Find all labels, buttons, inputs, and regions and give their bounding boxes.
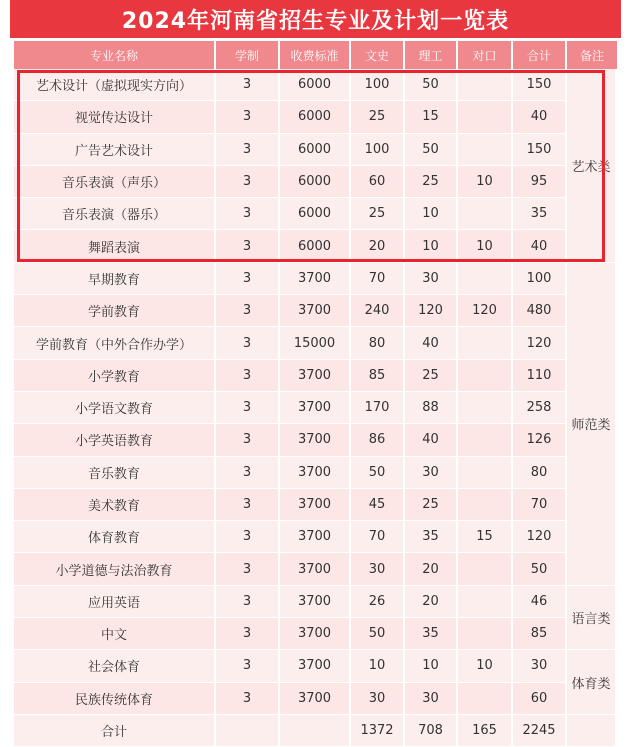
science-count-cell: 50 — [405, 69, 458, 101]
duration-cell: 3 — [216, 263, 280, 295]
major-name-cell: 学前教育 — [14, 295, 216, 327]
col-duration-header: 学制 — [216, 41, 280, 69]
category-remark-cell: 艺术类 — [567, 69, 617, 263]
major-name-cell: 小学教育 — [14, 360, 216, 392]
col-science-header: 理工 — [405, 41, 458, 69]
total-value-cell: 2245 — [513, 715, 567, 747]
col-major-name-header: 专业名称 — [14, 41, 216, 69]
total-value-cell: 165 — [458, 715, 513, 747]
vocational-count-cell — [458, 101, 513, 133]
arts-count-cell: 26 — [351, 586, 405, 618]
table-row — [14, 650, 617, 682]
total-cell: 150 — [513, 69, 567, 101]
vocational-count-cell — [458, 263, 513, 295]
table-row — [14, 134, 617, 166]
arts-count-cell: 30 — [351, 553, 405, 585]
tuition-cell: 3700 — [280, 457, 351, 489]
duration-cell: 3 — [216, 230, 280, 262]
total-cell: 60 — [513, 683, 567, 715]
arts-count-cell: 80 — [351, 327, 405, 359]
tuition-cell: 6000 — [280, 166, 351, 198]
vocational-count-cell: 10 — [458, 650, 513, 682]
major-name-cell: 小学语文教育 — [14, 392, 216, 424]
science-count-cell: 88 — [405, 392, 458, 424]
science-count-cell: 10 — [405, 198, 458, 230]
table-row — [14, 457, 617, 489]
major-name-cell: 视觉传达设计 — [14, 101, 216, 133]
arts-count-cell: 85 — [351, 360, 405, 392]
total-value-cell: 708 — [405, 715, 458, 747]
vocational-count-cell: 15 — [458, 521, 513, 553]
science-count-cell: 25 — [405, 489, 458, 521]
vocational-count-cell: 120 — [458, 295, 513, 327]
duration-cell: 3 — [216, 457, 280, 489]
category-remark-cell: 体育类 — [567, 650, 617, 715]
major-name-cell: 音乐表演（声乐） — [14, 166, 216, 198]
major-name-cell: 广告艺术设计 — [14, 134, 216, 166]
science-count-cell: 50 — [405, 134, 458, 166]
duration-cell: 3 — [216, 69, 280, 101]
duration-cell: 3 — [216, 521, 280, 553]
total-cell: 46 — [513, 586, 567, 618]
arts-count-cell: 25 — [351, 198, 405, 230]
arts-count-cell: 30 — [351, 683, 405, 715]
arts-count-cell: 170 — [351, 392, 405, 424]
major-name-cell: 应用英语 — [14, 586, 216, 618]
duration-cell: 3 — [216, 295, 280, 327]
total-cell: 70 — [513, 489, 567, 521]
major-name-cell: 中文 — [14, 618, 216, 650]
col-arts-header: 文史 — [351, 41, 405, 69]
duration-cell: 3 — [216, 166, 280, 198]
tuition-cell: 3700 — [280, 553, 351, 585]
major-name-cell: 小学英语教育 — [14, 424, 216, 456]
table-row — [14, 392, 617, 424]
science-count-cell: 20 — [405, 586, 458, 618]
duration-cell: 3 — [216, 134, 280, 166]
science-count-cell: 10 — [405, 230, 458, 262]
table-row — [14, 489, 617, 521]
tuition-cell: 3700 — [280, 618, 351, 650]
total-cell: 126 — [513, 424, 567, 456]
col-remarks-header: 备注 — [567, 41, 617, 69]
category-remark-cell: 师范类 — [567, 263, 617, 586]
major-name-cell: 音乐教育 — [14, 457, 216, 489]
tuition-cell: 6000 — [280, 198, 351, 230]
total-cell: 120 — [513, 521, 567, 553]
table-header-row — [14, 41, 617, 69]
science-count-cell: 30 — [405, 263, 458, 295]
vocational-count-cell — [458, 618, 513, 650]
table-row — [14, 230, 617, 262]
table-row — [14, 69, 617, 101]
table-row — [14, 586, 617, 618]
total-cell: 95 — [513, 166, 567, 198]
duration-cell: 3 — [216, 101, 280, 133]
total-cell: 35 — [513, 198, 567, 230]
col-tuition-header: 收费标准 — [280, 41, 351, 69]
vocational-count-cell — [458, 586, 513, 618]
duration-cell: 3 — [216, 683, 280, 715]
science-count-cell: 20 — [405, 553, 458, 585]
science-count-cell: 10 — [405, 650, 458, 682]
duration-cell: 3 — [216, 553, 280, 585]
science-count-cell: 35 — [405, 521, 458, 553]
duration-cell: 3 — [216, 327, 280, 359]
arts-count-cell: 70 — [351, 521, 405, 553]
major-name-cell: 民族传统体育 — [14, 683, 216, 715]
category-remark-cell: 语言类 — [567, 586, 617, 651]
table-row — [14, 618, 617, 650]
total-cell: 110 — [513, 360, 567, 392]
vocational-count-cell — [458, 134, 513, 166]
major-name-cell: 学前教育（中外合作办学） — [14, 327, 216, 359]
tuition-cell: 15000 — [280, 327, 351, 359]
arts-count-cell: 50 — [351, 457, 405, 489]
total-cell: 40 — [513, 101, 567, 133]
vocational-count-cell — [458, 327, 513, 359]
science-count-cell: 40 — [405, 424, 458, 456]
table-row — [14, 360, 617, 392]
vocational-count-cell — [458, 360, 513, 392]
major-name-cell: 音乐表演（器乐） — [14, 198, 216, 230]
tuition-cell: 3700 — [280, 521, 351, 553]
total-cell: 40 — [513, 230, 567, 262]
science-count-cell: 40 — [405, 327, 458, 359]
total-value-cell — [280, 715, 351, 747]
tuition-cell: 3700 — [280, 263, 351, 295]
duration-cell: 3 — [216, 618, 280, 650]
tuition-cell: 3700 — [280, 424, 351, 456]
total-cell: 85 — [513, 618, 567, 650]
total-cell: 480 — [513, 295, 567, 327]
total-value-cell: 1372 — [351, 715, 405, 747]
tuition-cell: 3700 — [280, 586, 351, 618]
duration-cell: 3 — [216, 392, 280, 424]
duration-cell: 3 — [216, 586, 280, 618]
page-title: 2024年河南省招生专业及计划一览表 — [10, 0, 621, 38]
enrollment-plan-table — [14, 41, 617, 747]
vocational-count-cell: 10 — [458, 230, 513, 262]
tuition-cell: 3700 — [280, 489, 351, 521]
duration-cell: 3 — [216, 650, 280, 682]
tuition-cell: 3700 — [280, 295, 351, 327]
duration-cell: 3 — [216, 198, 280, 230]
tuition-cell: 3700 — [280, 683, 351, 715]
science-count-cell: 30 — [405, 683, 458, 715]
major-name-cell: 艺术设计（虚拟现实方向） — [14, 69, 216, 101]
total-cell: 150 — [513, 134, 567, 166]
science-count-cell: 30 — [405, 457, 458, 489]
arts-count-cell: 25 — [351, 101, 405, 133]
table-row — [14, 101, 617, 133]
tuition-cell: 3700 — [280, 650, 351, 682]
tuition-cell: 3700 — [280, 360, 351, 392]
arts-count-cell: 45 — [351, 489, 405, 521]
table-row — [14, 553, 617, 585]
total-value-cell — [216, 715, 280, 747]
science-count-cell: 25 — [405, 360, 458, 392]
tuition-cell: 6000 — [280, 101, 351, 133]
arts-count-cell: 86 — [351, 424, 405, 456]
col-vocational-header: 对口 — [458, 41, 513, 69]
table-row — [14, 198, 617, 230]
total-label-cell: 合计 — [14, 715, 216, 747]
total-cell: 50 — [513, 553, 567, 585]
tuition-cell: 6000 — [280, 69, 351, 101]
table-row — [14, 683, 617, 715]
major-name-cell: 社会体育 — [14, 650, 216, 682]
science-count-cell: 120 — [405, 295, 458, 327]
major-name-cell: 美术教育 — [14, 489, 216, 521]
duration-cell: 3 — [216, 489, 280, 521]
total-cell: 258 — [513, 392, 567, 424]
total-cell: 80 — [513, 457, 567, 489]
table-row — [14, 166, 617, 198]
table-row — [14, 424, 617, 456]
table-row — [14, 263, 617, 295]
table-row — [14, 327, 617, 359]
arts-count-cell: 100 — [351, 69, 405, 101]
table-row — [14, 295, 617, 327]
vocational-count-cell — [458, 69, 513, 101]
tuition-cell: 6000 — [280, 134, 351, 166]
vocational-count-cell — [458, 489, 513, 521]
major-name-cell: 体育教育 — [14, 521, 216, 553]
science-count-cell: 15 — [405, 101, 458, 133]
arts-count-cell: 240 — [351, 295, 405, 327]
vocational-count-cell — [458, 683, 513, 715]
duration-cell: 3 — [216, 360, 280, 392]
table-row — [14, 521, 617, 553]
major-name-cell: 小学道德与法治教育 — [14, 553, 216, 585]
total-cell: 120 — [513, 327, 567, 359]
science-count-cell: 25 — [405, 166, 458, 198]
duration-cell: 3 — [216, 424, 280, 456]
arts-count-cell: 20 — [351, 230, 405, 262]
vocational-count-cell: 10 — [458, 166, 513, 198]
tuition-cell: 6000 — [280, 230, 351, 262]
tuition-cell: 3700 — [280, 392, 351, 424]
vocational-count-cell — [458, 424, 513, 456]
science-count-cell: 35 — [405, 618, 458, 650]
major-name-cell: 早期教育 — [14, 263, 216, 295]
arts-count-cell: 60 — [351, 166, 405, 198]
major-name-cell: 舞蹈表演 — [14, 230, 216, 262]
arts-count-cell: 70 — [351, 263, 405, 295]
total-cell: 100 — [513, 263, 567, 295]
vocational-count-cell — [458, 457, 513, 489]
arts-count-cell: 100 — [351, 134, 405, 166]
arts-count-cell: 10 — [351, 650, 405, 682]
total-cell: 30 — [513, 650, 567, 682]
vocational-count-cell — [458, 392, 513, 424]
vocational-count-cell — [458, 553, 513, 585]
total-value-cell — [567, 715, 617, 747]
total-row — [14, 715, 617, 747]
arts-count-cell: 50 — [351, 618, 405, 650]
vocational-count-cell — [458, 198, 513, 230]
col-total-header: 合计 — [513, 41, 567, 69]
